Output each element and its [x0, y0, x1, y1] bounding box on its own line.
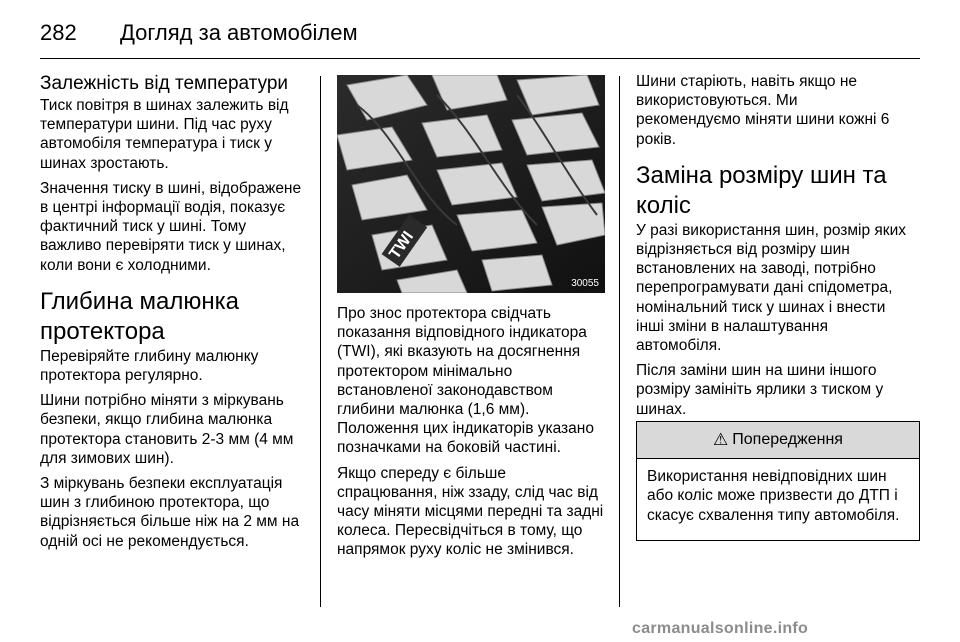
paragraph-tread-3: З міркувань безпеки експлуатація шин з глибиною протектора, що відрізняється більше ніж на 2 мм на одній осі не рекомендується.: [40, 475, 300, 550]
watermark: carmanualsonline.info: [632, 620, 809, 637]
column-right: [636, 72, 906, 425]
warning-box: [636, 421, 920, 541]
column-divider-2: [619, 76, 620, 607]
warning-header: [637, 422, 919, 459]
paragraph-size-1: У разі використання шин, розмір яких відрізняється від розміру шин встановлених на заводі, потрібно перепрограмувати дані спідометра, номінальний тиск у шинах і внести інші зміни в налаштування автомобіля.: [636, 221, 906, 355]
header-divider: [40, 58, 920, 59]
column-left: [40, 72, 308, 557]
paragraph-aging: Шини старіють, навіть якщо не використовуються. Ми рекомендуємо міняти шини кожні 6 років.: [636, 73, 890, 148]
paragraph-twi-1: Про знос протектора свідчать показання відповідного індикатора (TWI), які вказують на досягнення протектором мінімально встановленої законодавством глибини малюнка (1,6 мм).: [337, 305, 587, 419]
paragraph-temperature-1: Тиск повітря в шинах залежить від температури шини. Під час руху автомобіля температура і тиск у шинах зростають.: [40, 97, 289, 172]
column-middle: [337, 304, 605, 566]
page-title: Догляд за автомобілем: [120, 20, 358, 45]
warning-text: Використання невідповідних шин або коліс може призвести до ДТП і скасує схвалення типу автомобіля.: [647, 468, 900, 524]
warning-title: Попередження: [732, 431, 843, 448]
twi-label: TWI: [386, 228, 418, 263]
figure-id: 30055: [571, 278, 599, 289]
paragraph-temperature-2: Значення тиску в шині, відображене в центрі інформації водія, показує фактичний тиск у шині. Тому важливо перевіряти тиск у шинах, коли вони є холодними.: [40, 179, 302, 274]
warning-triangle-icon: ⚠: [713, 430, 729, 449]
paragraph-twi-3: Якщо спереду є більше спрацювання, ніж ззаду, слід час від часу міняти місцями передні та задні колеса. Пересвідчіться в тому, що напрямок руху коліс не змінився.: [337, 464, 604, 559]
tire-tread-image: [337, 75, 605, 293]
paragraph-size-2: Після заміни шин на шини іншого розміру замініть ярлики з тиском у шинах.: [636, 362, 884, 418]
paragraph-twi-2: Положення цих індикаторів указано позначками на боковій частині.: [337, 420, 594, 457]
tire-tread-illustration: [337, 75, 605, 293]
page-number: 282: [40, 20, 77, 45]
column-divider-1: [320, 76, 321, 607]
paragraph-tread-2: Шини потрібно міняти з міркувань безпеки, якщо глибина малюнка протектора становить 2-3 мм (4 мм для зимових шин).: [40, 392, 294, 467]
heading-tread-depth: Глибина малюнка протектора: [40, 287, 239, 345]
heading-size-change: Заміна розміру шин та коліс: [636, 161, 887, 219]
paragraph-tread-1: Перевіряйте глибину малюнку протектора регулярно.: [40, 347, 259, 385]
heading-temperature: Залежність від температури: [40, 73, 289, 94]
page-header: [40, 12, 920, 52]
